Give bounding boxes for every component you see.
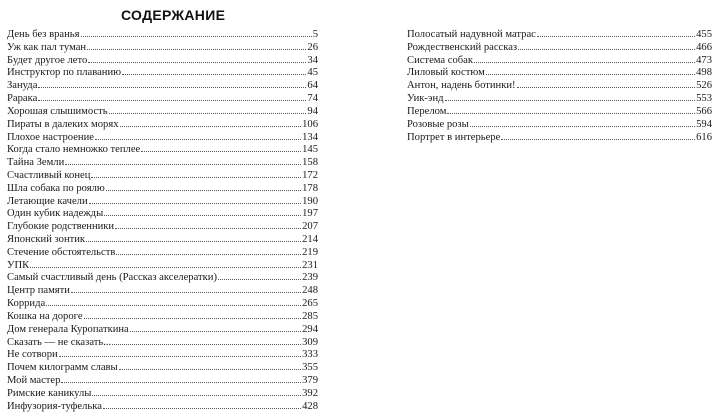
toc-entry-page: 466 — [696, 41, 712, 53]
dot-leader — [91, 177, 301, 178]
toc-entry-title: Рождественский рассказ — [407, 41, 518, 53]
toc-entry-page: 309 — [302, 336, 318, 348]
toc-entry-title: Почем килограмм славы — [7, 362, 118, 374]
toc-entry-title: Самый счастливый день (Рассказ акселератки) — [7, 272, 217, 284]
toc-entry-page: 74 — [307, 93, 318, 105]
toc-entry — [7, 106, 318, 119]
toc-column-right — [407, 29, 712, 144]
toc-entry-title: Пираты в далеких морях — [7, 118, 119, 130]
toc-entry-page: 498 — [696, 67, 712, 79]
toc-entry-title: Шла собака по роялю — [7, 182, 105, 194]
toc-entry-title: УПК — [7, 259, 30, 271]
toc-entry — [407, 119, 712, 132]
toc-entry-title: Римские каникулы — [7, 387, 92, 399]
toc-entry — [7, 260, 318, 273]
dot-leader — [38, 100, 306, 101]
toc-entry-title: Кошка на дороге — [7, 310, 83, 322]
toc-entry-page: 94 — [307, 105, 318, 117]
toc-entry-page: 64 — [307, 80, 318, 92]
toc-entry — [7, 183, 318, 196]
toc-entry — [7, 388, 318, 401]
toc-entry-title: Уик-энд — [407, 93, 444, 105]
toc-entry-title: Инфузория-туфелька — [7, 400, 102, 412]
toc-entry — [7, 362, 318, 375]
toc-entry — [7, 67, 318, 80]
dot-leader — [89, 203, 301, 204]
toc-entry-page: 178 — [302, 182, 318, 194]
dot-leader — [88, 62, 306, 63]
toc-entry-page: 134 — [302, 131, 318, 143]
toc-entry — [407, 132, 712, 145]
toc-entry — [407, 106, 712, 119]
toc-entry-title: Полосатый надувной матрас — [407, 29, 536, 40]
toc-entry — [7, 349, 318, 362]
dot-leader — [130, 331, 301, 332]
toc-entry — [407, 93, 712, 106]
toc-entry-page: 106 — [302, 118, 318, 130]
toc-entry-title: Плохое настроение — [7, 131, 94, 143]
toc-entry — [407, 55, 712, 68]
toc-entry — [7, 55, 318, 68]
toc-entry-page: 214 — [302, 234, 318, 245]
toc-entry — [7, 29, 318, 42]
dot-leader — [501, 139, 695, 140]
toc-entry-title: Перелом — [407, 105, 447, 117]
toc-entry-page: 197 — [302, 208, 318, 220]
toc-entry-page: 379 — [302, 374, 318, 386]
dot-leader — [116, 254, 301, 255]
dot-leader — [445, 100, 696, 101]
toc-entry-page: 473 — [696, 54, 712, 66]
dot-leader — [86, 241, 301, 242]
toc-entry — [7, 196, 318, 209]
toc-entry-title: Портрет в интерьере — [407, 131, 501, 143]
toc-entry-title: Сказать — не сказать... — [7, 336, 112, 348]
toc-entry-title: Глубокие родственники — [7, 221, 115, 233]
toc-entry-page: 428 — [302, 400, 318, 412]
toc-entry-title: Коррида — [7, 298, 46, 310]
toc-entry-page: 239 — [302, 272, 318, 284]
toc-entry — [7, 80, 318, 93]
dot-leader — [119, 369, 301, 370]
toc-entry-title: Не сотвори — [7, 349, 58, 361]
toc-entry-title: Уж как пал туман — [7, 41, 87, 53]
toc-entry-page: 333 — [302, 349, 318, 361]
toc-entry — [7, 119, 318, 132]
toc-entry-page: 265 — [302, 298, 318, 310]
toc-entry — [7, 170, 318, 183]
toc-entry-title: Один кубик надежды — [7, 208, 104, 220]
toc-entry-title: Мой мастер — [7, 374, 61, 386]
toc-entry-title: Дом генерала Куропаткина — [7, 323, 129, 335]
toc-entry-page: 248 — [302, 285, 318, 297]
toc-entry-title: Инструктор по плаванию — [7, 67, 122, 79]
toc-entry — [7, 298, 318, 311]
toc-entry-page: 219 — [302, 246, 318, 258]
dot-leader — [470, 126, 695, 127]
toc-entry-page: 231 — [302, 259, 318, 271]
dot-leader — [518, 49, 695, 50]
toc-entry-title: День без вранья — [7, 29, 80, 40]
toc-entry — [7, 375, 318, 388]
dot-leader — [38, 87, 306, 88]
toc-entry — [407, 42, 712, 55]
dot-leader — [122, 74, 306, 75]
toc-entry-title: Стечение обстоятельств — [7, 246, 116, 258]
toc-entry-page: 190 — [302, 195, 318, 207]
dot-leader — [30, 267, 301, 268]
toc-entry — [7, 337, 318, 350]
toc-entry-title: Лиловый костюм — [407, 67, 485, 79]
dot-leader — [115, 228, 301, 229]
dot-leader — [218, 279, 301, 280]
dot-leader — [474, 62, 695, 63]
toc-entry — [7, 157, 318, 170]
dot-leader — [109, 113, 307, 114]
toc-entry-title: Когда стало немножко теплее — [7, 144, 141, 156]
toc-entry — [7, 401, 318, 413]
toc-entry-page: 566 — [696, 105, 712, 117]
dot-leader — [517, 87, 696, 88]
toc-entry — [7, 144, 318, 157]
dot-leader — [61, 382, 301, 383]
toc-entry-page: 285 — [302, 310, 318, 322]
dot-leader — [87, 49, 306, 50]
toc-entry — [7, 285, 318, 298]
toc-entry-title: Зануда — [7, 80, 38, 92]
dot-leader — [65, 164, 301, 165]
dot-leader — [112, 344, 301, 345]
toc-entry — [7, 234, 318, 247]
toc-entry-page: 145 — [302, 144, 318, 156]
toc-entry — [407, 29, 712, 42]
toc-entry — [7, 247, 318, 260]
dot-leader — [46, 305, 301, 306]
dot-leader — [486, 74, 695, 75]
dot-leader — [537, 36, 695, 37]
toc-entry — [7, 93, 318, 106]
dot-leader — [120, 126, 302, 127]
toc-entry-page: 26 — [307, 41, 318, 53]
toc-entry-title: Летающие качели — [7, 195, 88, 207]
toc-entry-page: 207 — [302, 221, 318, 233]
dot-leader — [141, 151, 301, 152]
toc-entry-title: Японский зонтик — [7, 234, 86, 245]
dot-leader — [59, 356, 301, 357]
page-title: СОДЕРЖАНИЕ — [121, 7, 226, 23]
toc-entry — [7, 132, 318, 145]
dot-leader — [84, 318, 302, 319]
dot-leader — [95, 139, 301, 140]
dot-leader — [106, 190, 301, 191]
toc-entry-title: Будет другое лето — [7, 54, 88, 66]
toc-entry-title: Розовые розы — [407, 118, 469, 130]
toc-entry — [7, 311, 318, 324]
toc-entry-page: 5 — [312, 29, 318, 40]
toc-entry-page: 34 — [307, 54, 318, 66]
toc-entry-title: Хорошая слышимость — [7, 105, 108, 117]
toc-entry-title: Счастливый конец — [7, 169, 91, 181]
toc-entry — [7, 42, 318, 55]
dot-leader — [81, 36, 312, 37]
toc-entry — [7, 221, 318, 234]
toc-column-left — [7, 29, 318, 413]
toc-entry — [7, 324, 318, 337]
toc-entry — [407, 80, 712, 93]
toc-entry-title: Рарака — [7, 93, 38, 105]
dot-leader — [447, 113, 695, 114]
toc-entry — [407, 67, 712, 80]
toc-entry-page: 158 — [302, 157, 318, 169]
dot-leader — [71, 292, 301, 293]
toc-entry-page: 355 — [302, 362, 318, 374]
dot-leader — [104, 215, 301, 216]
toc-entry — [7, 272, 318, 285]
toc-entry-page: 294 — [302, 323, 318, 335]
toc-entry-title: Тайна Земли — [7, 157, 65, 169]
dot-leader — [103, 408, 301, 409]
toc-entry — [7, 208, 318, 221]
toc-entry-page: 455 — [696, 29, 712, 40]
toc-entry-title: Антон, надень ботинки! — [407, 80, 516, 92]
toc-entry-title: Центр памяти — [7, 285, 70, 297]
toc-entry-page: 594 — [696, 118, 712, 130]
dot-leader — [92, 395, 301, 396]
toc-entry-page: 45 — [307, 67, 318, 79]
toc-entry-page: 526 — [696, 80, 712, 92]
toc-entry-page: 553 — [696, 93, 712, 105]
toc-entry-page: 616 — [696, 131, 712, 143]
toc-entry-page: 172 — [302, 169, 318, 181]
toc-entry-page: 392 — [302, 387, 318, 399]
toc-entry-title: Система собак — [407, 54, 473, 66]
